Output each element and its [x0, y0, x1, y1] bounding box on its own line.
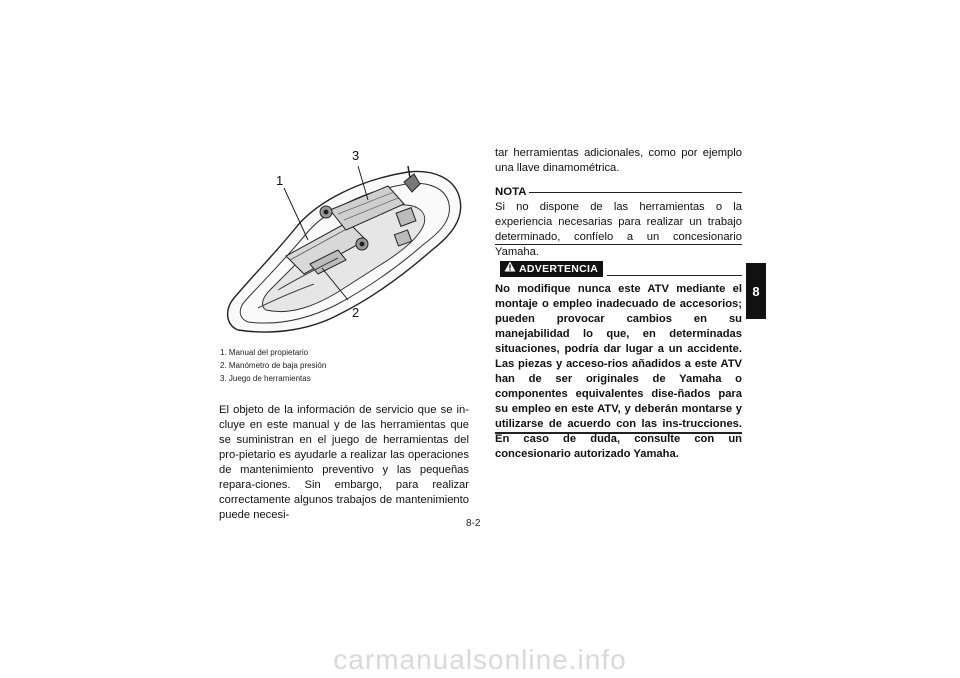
figure-captions — [220, 346, 470, 385]
warning-triangle-icon — [504, 261, 516, 277]
caption-item: 2. Manómetro de baja presión — [220, 361, 327, 370]
callout-1: 1 — [276, 173, 284, 188]
warning-label: ADVERTENCIA — [519, 263, 599, 275]
right-continuation: tar herramientas adicionales, como por ejemplo una llave dinamométrica. — [495, 147, 742, 174]
note-text: Si no dispone de las herramientas o la experiencia necesarias para realizar un trabajo determinado, confíelo a un concesionario Yamaha. — [495, 201, 742, 258]
chapter-tab: 8 — [746, 263, 766, 319]
warning-header — [495, 261, 742, 279]
warning-end-rule — [495, 432, 742, 434]
caption-item: 3. Juego de herramientas — [220, 374, 311, 383]
note-header — [495, 185, 742, 199]
tool-kit-illustration — [218, 140, 468, 340]
watermark: carmanualsonline.info — [333, 644, 627, 675]
note-label: NOTA — [495, 186, 527, 198]
callout-3: 3 — [352, 148, 360, 163]
caption-item: 1. Manual del propietario — [220, 348, 309, 357]
left-paragraph: El objeto de la información de servicio que se in-cluye en este manual y de las herramientas que se suministran en el juego de herramientas del pro-pietario es ayudarle a realizar las operaciones de mantenimiento preventivo y las pequeñas repara-ciones. Sin embargo, para realizar correctamente algunos trabajos de mantenimiento puede necesi- — [219, 404, 469, 521]
page-number: 8-2 — [466, 518, 481, 529]
warning-badge — [500, 261, 603, 277]
callout-2: 2 — [352, 305, 360, 320]
warning-text: No modifique nunca este ATV mediante el montaje o empleo inadecuado de accesorios; pueden provocar cambios en su manejabilidad lo que, en determinadas situaciones, podría dar lugar a un accidente. Las piezas y acceso-rios añadidos a este ATV han de ser originales de Yamaha o componentes equivalentes dise-ñados para su empleo en este ATV, y deberán montarse y utilizarse de acuerdo con las ins-trucciones. En caso de duda, consulte con un concesionario autorizado Yamaha. — [495, 283, 742, 460]
warning-rule — [607, 275, 742, 276]
note-rule — [529, 192, 742, 193]
note-end-rule — [495, 244, 742, 245]
